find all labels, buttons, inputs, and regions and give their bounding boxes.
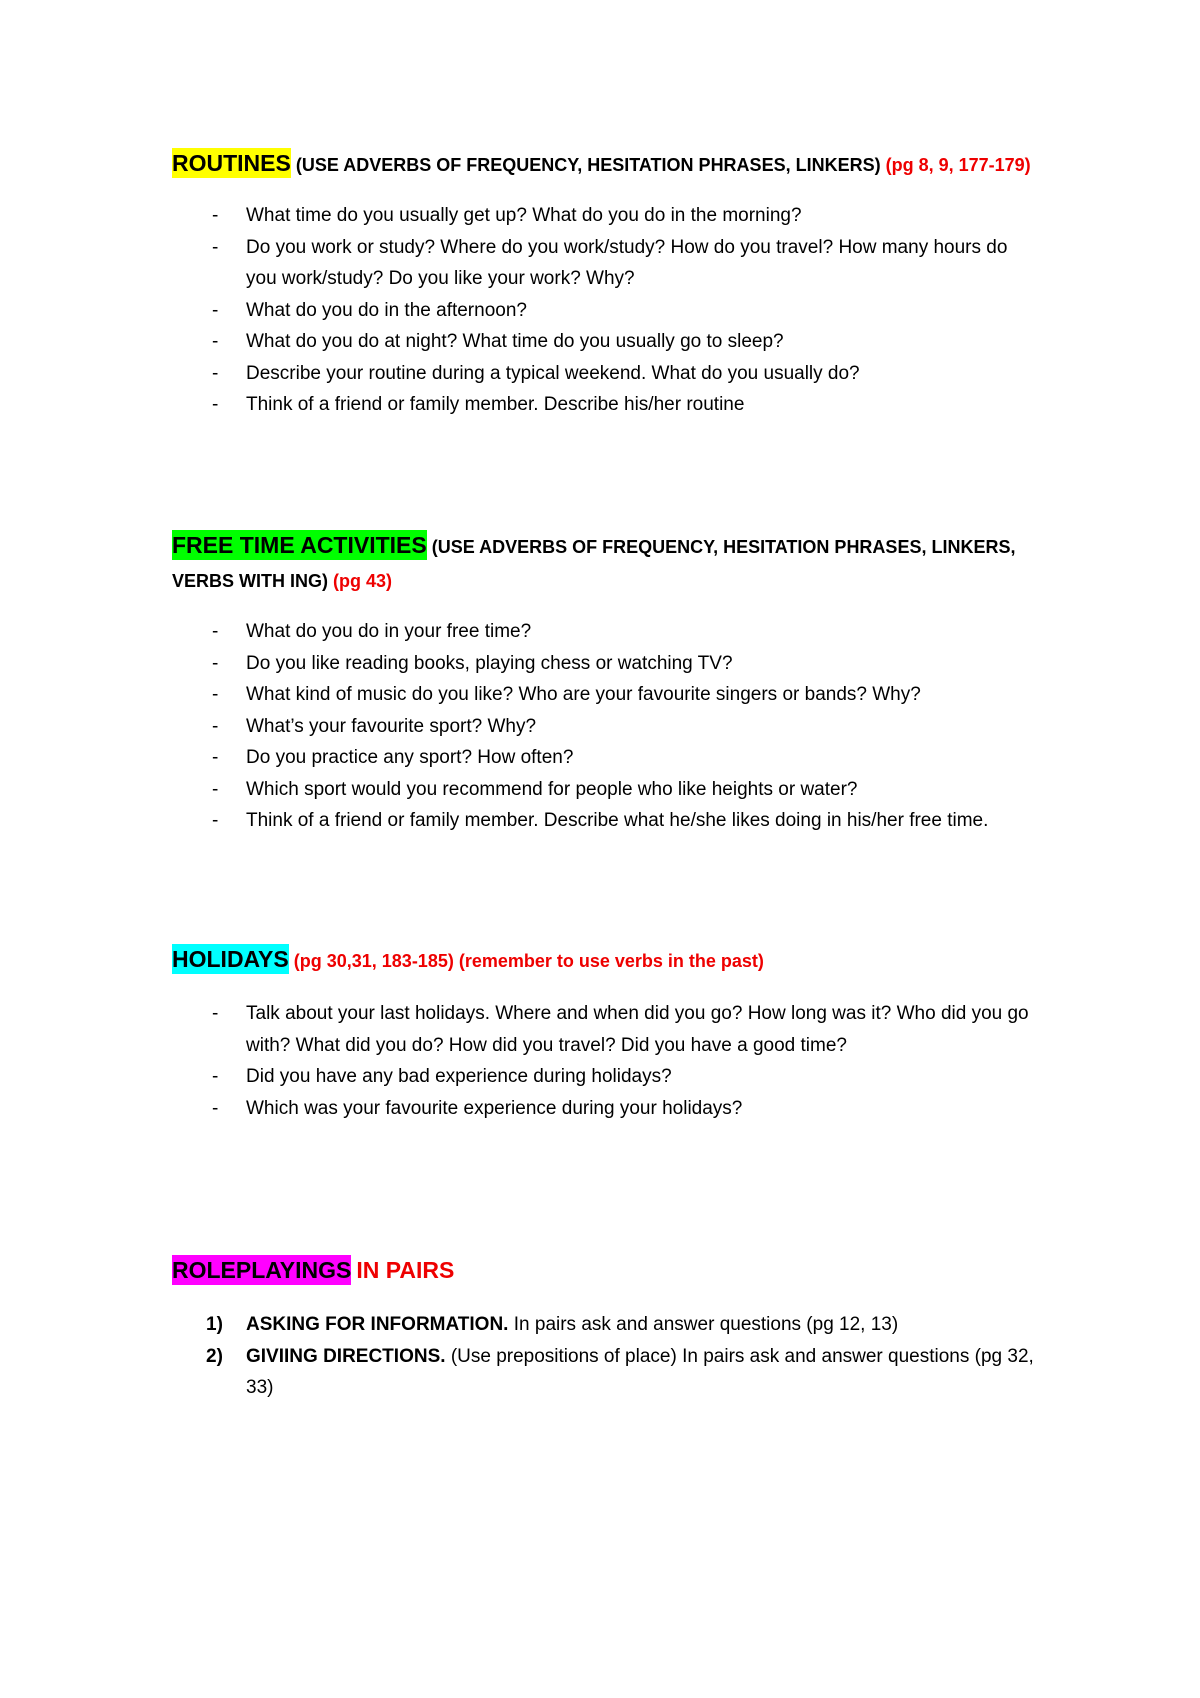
item-number: 1) — [206, 1314, 223, 1335]
free-time-pages: (pg 43) — [333, 571, 393, 591]
item-text: In pairs ask and answer questions (pg 12, 13) — [513, 1314, 899, 1335]
holidays-list — [172, 998, 1042, 1124]
routines-note: (USE ADVERBS OF FREQUENCY, HESITATION PHRASES, LINKERS) — [295, 155, 881, 175]
list-item: - Describe your routine during a typical weekend. What do you usually do? — [172, 358, 1042, 390]
section-roleplayings — [172, 1253, 1042, 1404]
holidays-heading: HOLIDAYS — [172, 946, 289, 972]
list-item: - Do you work or study? Where do you work/study? How do you travel? How many hours do you work/study? Do you like your work? Why? — [172, 232, 1042, 295]
holidays-pages: (pg 30,31, 183-185) (remember to use verbs in the past) — [293, 951, 764, 971]
roleplayings-heading: ROLEPLAYINGS — [172, 1257, 352, 1283]
list-item — [172, 1341, 1042, 1404]
list-item: - What time do you usually get up? What do you do in the morning? — [172, 200, 1042, 232]
list-item: - What’s your favourite sport? Why? — [172, 711, 1042, 743]
list-item: - Did you have any bad experience during holidays? — [172, 1061, 1042, 1093]
routines-heading-line — [172, 146, 1042, 182]
list-item: - What do you do at night? What time do you usually go to sleep? — [172, 326, 1042, 358]
section-routines — [172, 146, 1042, 421]
free-time-heading-line — [172, 528, 1042, 598]
list-item: - Think of a friend or family member. Describe what he/she likes doing in his/her free time. — [172, 805, 1042, 837]
list-item: - What kind of music do you like? Who are your favourite singers or bands? Why? — [172, 679, 1042, 711]
list-item: - Think of a friend or family member. Describe his/her routine — [172, 389, 1042, 421]
roleplayings-heading-line — [172, 1253, 1042, 1289]
item-number: 2) — [206, 1345, 223, 1367]
section-free-time — [172, 528, 1042, 837]
list-item: - Do you practice any sport? How often? — [172, 742, 1042, 774]
list-item: - Talk about your last holidays. Where and when did you go? How long was it? Who did you go with? What did you do? How did you travel? Did you have a good time? — [172, 998, 1042, 1061]
roleplayings-heading-suffix: IN PAIRS — [356, 1257, 455, 1283]
list-item: - What do you do in your free time? — [172, 616, 1042, 648]
section-holidays — [172, 942, 1042, 1124]
list-item: - What do you do in the afternoon? — [172, 295, 1042, 327]
list-item: - Which sport would you recommend for people who like heights or water? — [172, 774, 1042, 806]
item-title: ASKING FOR INFORMATION. — [246, 1314, 509, 1335]
item-title: GIVIING DIRECTIONS. — [246, 1345, 446, 1367]
routines-list — [172, 200, 1042, 421]
routines-pages: (pg 8, 9, 177-179) — [885, 155, 1031, 175]
item-text: (Use prepositions of place) In pairs ask and answer questions (pg 32, 33) — [246, 1345, 1034, 1398]
list-item: - Do you like reading books, playing chess or watching TV? — [172, 648, 1042, 680]
routines-heading: ROUTINES — [172, 150, 291, 176]
free-time-list — [172, 616, 1042, 837]
free-time-heading: FREE TIME ACTIVITIES — [172, 532, 427, 558]
list-item: - Which was your favourite experience during your holidays? — [172, 1093, 1042, 1125]
list-item — [172, 1309, 1042, 1341]
holidays-heading-line — [172, 942, 1042, 978]
roleplayings-list — [172, 1309, 1042, 1404]
free-time-note: (USE ADVERBS OF FREQUENCY, HESITATION PHRASES, LINKERS, VERBS WITH ING) — [172, 537, 1016, 591]
